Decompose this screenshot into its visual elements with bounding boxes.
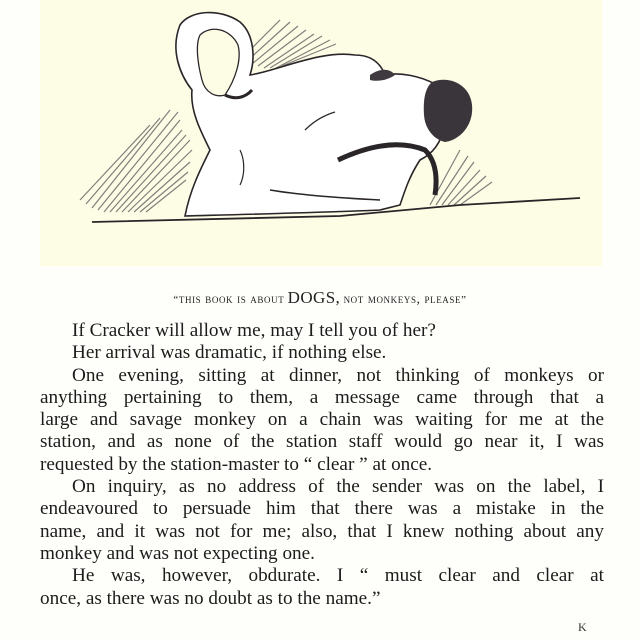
paragraph-line: On inquiry, as no address of the sender was on the label, I — [72, 476, 604, 498]
paragraph-line: Her arrival was dramatic, if nothing else. — [72, 342, 387, 364]
signature-mark: K — [578, 620, 587, 634]
paragraph-line: He was, however, obdurate. I “ must clear and clear at — [72, 565, 604, 587]
caption-part-2: not monkeys, please — [343, 291, 462, 306]
paragraph-line: anything pertaining to them, a message came through that a — [40, 386, 604, 408]
paragraph-line: once, as there was no doubt as to the name.” — [40, 587, 381, 609]
caption-close-quote: ” — [461, 294, 467, 306]
caption-highlight: DOGS, — [287, 288, 341, 307]
body-text — [40, 320, 604, 610]
paragraph-line: requested by the station-master to “ clear ” at once. — [40, 453, 433, 475]
dog-illustration — [40, 0, 602, 266]
paragraph-line: name, and it was not for me; also, that I knew nothing about any — [40, 520, 604, 542]
caption-part-1: this book is about — [178, 291, 285, 306]
dog-sketch-icon — [40, 0, 602, 266]
paragraph-line: monkey and was not expecting one. — [40, 542, 315, 564]
paragraph-line: endeavoured to persuade him that there was a mistake in the — [40, 498, 604, 520]
paragraph-line: station, and as none of the station staff would go near it, I was — [40, 431, 604, 453]
illustration-caption — [0, 288, 640, 308]
paragraph-line: If Cracker will allow me, may I tell you of her? — [72, 320, 436, 341]
paragraph-line: large and savage monkey on a chain was waiting for me at the — [40, 409, 604, 431]
paragraph-line: One evening, sitting at dinner, not thinking of monkeys or — [72, 364, 604, 386]
caption-open-quote: “ — [173, 294, 179, 306]
